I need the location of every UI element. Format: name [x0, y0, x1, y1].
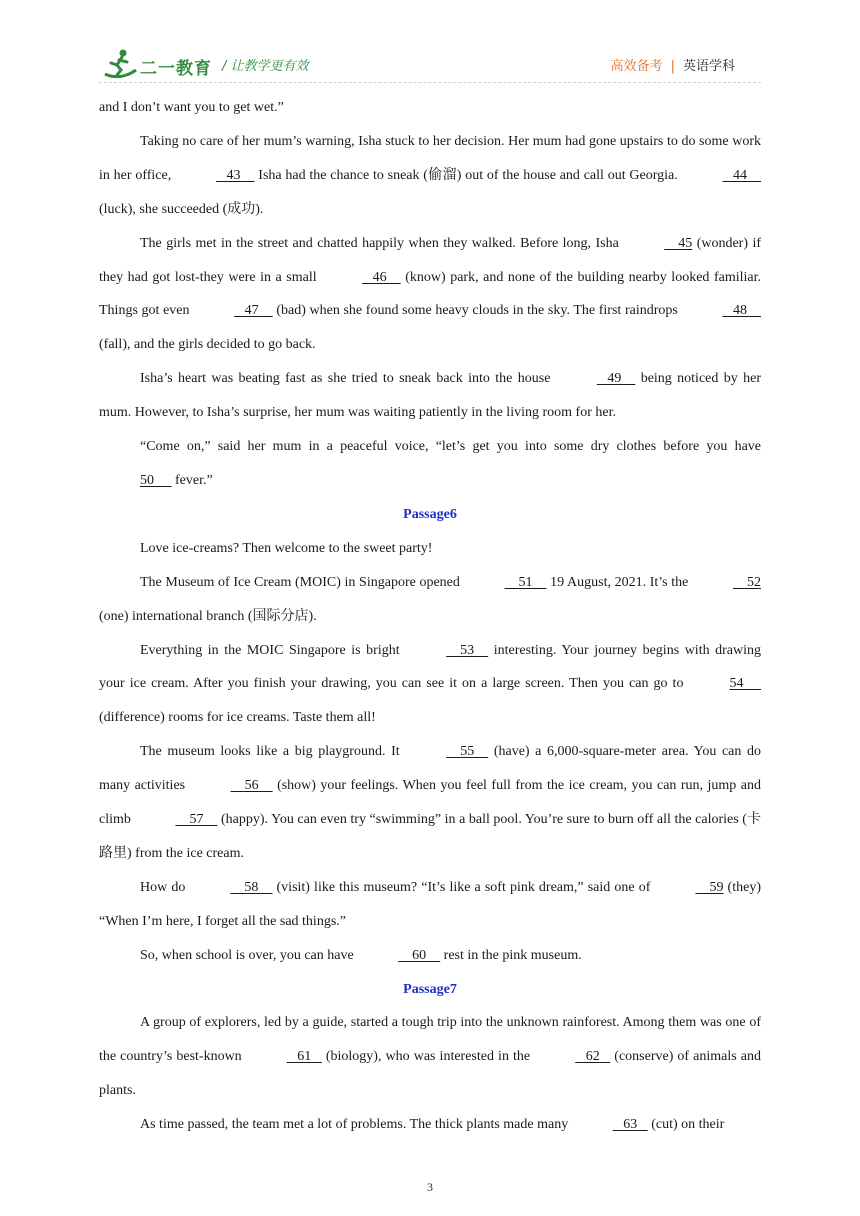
paragraph-text: (conserve) of animals and plants. — [99, 1049, 762, 1099]
paragraph-text: rest in the pink museum. — [440, 947, 582, 963]
paragraph-text: As time passed, the team met a lot of problems. The thick plants made many — [140, 1117, 572, 1133]
page-number: 3 — [427, 1180, 433, 1194]
answer-blank: 61 — [297, 1049, 312, 1065]
answer-blank: 56 — [244, 778, 259, 794]
answer-blank: 63 — [623, 1117, 638, 1133]
answer-blank: 58 — [244, 879, 259, 895]
paragraph — [99, 566, 761, 634]
answer-blank: 45 — [678, 235, 693, 251]
paragraph-text: Love ice-creams? Then welcome to the sweet party! — [140, 540, 433, 556]
paragraph-text: (visit) like this museum? “It’s like a soft pink dream,” said one of — [272, 879, 655, 895]
paragraph-text: Isha’s heart was beating fast as she tried to sneak back into the house — [140, 371, 556, 387]
document-body — [99, 91, 761, 1142]
answer-blank: 53 — [460, 642, 475, 658]
answer-blank: 59 — [709, 879, 724, 895]
paragraph-text: Isha had the chance to sneak (偷溜) out of the house and call out Georgia. — [254, 167, 682, 183]
answer-blank: 62 — [585, 1049, 600, 1065]
paragraph-text: Everything in the MOIC Singapore is bright — [140, 642, 406, 658]
paragraph — [99, 227, 761, 363]
header-label-subject: 英语学科 — [682, 59, 735, 74]
paragraph-text: (one) international branch (国际分店). — [99, 608, 317, 624]
paragraph-text: (happy). You can even try “swimming” in a ball pool. You’re sure to burn off all the calories (卡路里) from the ice cream. — [99, 812, 761, 861]
paragraph-text: The museum looks like a big playground. It — [140, 744, 406, 760]
passage-heading: Passage7 — [403, 981, 457, 997]
paragraph-text: interesting. Your journey begins with drawing your ice cream. After you finish your drawing, you can see it on a large screen. Then you can go to — [99, 642, 762, 692]
answer-blank: 50 — [140, 472, 154, 488]
header-separator: | — [670, 59, 675, 74]
paragraph — [99, 532, 761, 566]
answer-blank: 44 — [733, 167, 747, 183]
answer-blank: 51 — [518, 574, 533, 590]
paragraph — [99, 1006, 761, 1108]
paragraph-text: being noticed by her mum. However, to Isha’s surprise, her mum was waiting patiently in the living room for her. — [99, 371, 761, 421]
paragraph-text: (have) a 6,000-square-meter area. You can do many activities — [99, 744, 761, 794]
paragraph-text: (show) your feelings. When you feel full from the ice cream, you can run, jump and climb — [99, 778, 761, 828]
header-label-exam: 高效备考 — [610, 59, 663, 74]
paragraph — [99, 634, 761, 736]
runner-logo-icon — [103, 48, 137, 80]
paragraph-text: (fall), and the girls decided to go back. — [99, 337, 316, 353]
answer-blank: 43 — [226, 167, 241, 183]
answer-blank: 48 — [733, 303, 747, 319]
paragraph — [99, 125, 761, 227]
paragraph-text: (cut) on their — [647, 1117, 725, 1133]
brand-slogan: / 让教学更有效 — [222, 59, 309, 74]
paragraph-text: (bad) when she found some heavy clouds in the sky. The first raindrops — [272, 303, 682, 319]
answer-blank: 52 — [747, 574, 761, 590]
paragraph-text: (biology), who was interested in the — [321, 1049, 535, 1065]
paragraph-text: The Museum of Ice Cream (MOIC) in Singapore opened — [140, 574, 464, 590]
answer-blank: 46 — [372, 269, 387, 285]
paragraph — [99, 1108, 761, 1142]
passage-heading: Passage6 — [403, 506, 457, 522]
paragraph-text: (luck), she succeeded (成功). — [99, 201, 264, 217]
paragraph-text: “Come on,” said her mum in a peaceful voice, “let’s get you into some dry clothes before you have — [140, 439, 761, 455]
header-subject — [611, 55, 735, 74]
answer-blank: 54 — [729, 676, 744, 692]
page-header — [0, 0, 860, 95]
paragraph-text: A group of explorers, led by a guide, started a tough trip into the unknown rainforest. Among them was one of the country’s best-known — [99, 1015, 761, 1065]
paragraph — [99, 362, 761, 430]
paragraph-text: Taking no care of her mum’s warning, Isha stuck to her decision. Her mum had gone upstairs to do some work in her office, — [99, 133, 761, 183]
brand-logo-text: 二一教育 — [140, 59, 212, 79]
paragraph-text: 19 August, 2021. It’s the — [546, 574, 692, 590]
answer-blank: 49 — [607, 371, 622, 387]
answer-blank: 55 — [460, 744, 475, 760]
paragraph — [99, 91, 761, 125]
answer-blank: 47 — [244, 303, 259, 319]
paragraph — [99, 430, 761, 498]
paragraph-text: fever.” — [171, 472, 213, 488]
paragraph-text: (difference) rooms for ice creams. Taste them all! — [99, 710, 376, 726]
paragraph-text: (they) “When I’m here, I forget all the sad things.” — [99, 879, 761, 929]
paragraph-text: So, when school is over, you can have — [140, 947, 358, 963]
paragraph — [99, 735, 761, 871]
paragraph — [99, 939, 761, 973]
paragraph-text: (know) park, and none of the building nearby looked familiar. Things got even — [99, 269, 761, 319]
answer-blank: 57 — [189, 812, 204, 828]
paragraph-text: How do — [140, 879, 190, 895]
paragraph — [99, 871, 761, 939]
paragraph-text: The girls met in the street and chatted happily when they walked. Before long, Isha — [140, 235, 624, 251]
paragraph-text: and I don’t want you to get wet.” — [99, 100, 284, 115]
paragraph-text: (wonder) if they had got lost-they were in a small — [99, 235, 761, 285]
answer-blank: 60 — [412, 947, 427, 963]
header-divider — [99, 82, 761, 83]
